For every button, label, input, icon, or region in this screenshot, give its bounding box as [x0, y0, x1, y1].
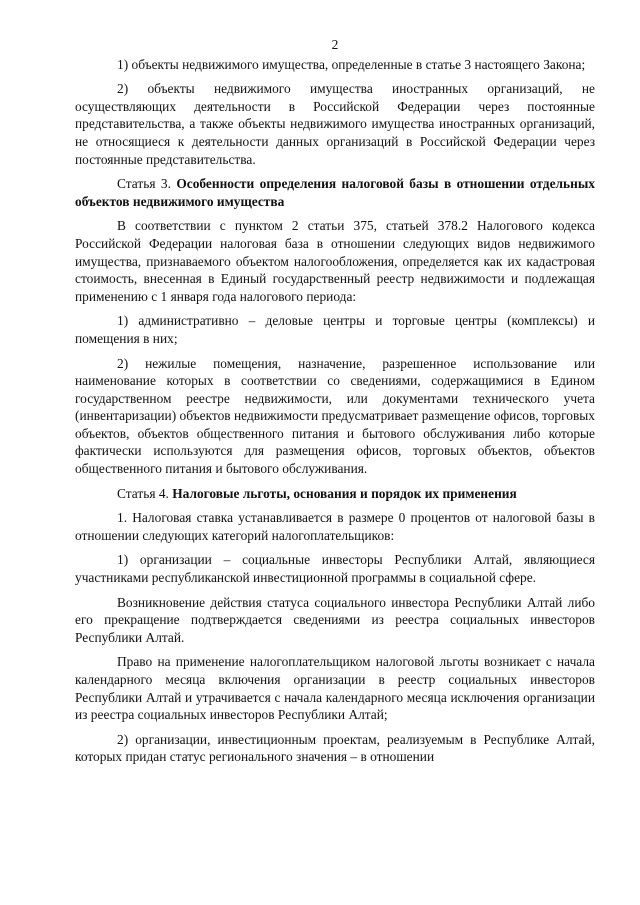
- article-4-title: Налоговые льготы, основания и порядок их применения: [172, 485, 517, 501]
- paragraph: 1) административно – деловые центры и торговые центры (комплексы) и помещения в них;: [75, 313, 595, 346]
- article-3-prefix: Статья 3.: [117, 176, 177, 192]
- paragraph: Возникновение действия статуса социального инвестора Республики Алтай либо его прекращение подтверждается сведениями из реестра социальных инвесторов Республики Алтай.: [75, 594, 595, 645]
- paragraph: 1. Налоговая ставка устанавливается в размере 0 процентов от налоговой базы в отношении следующих категорий налогоплательщиков:: [75, 510, 595, 543]
- paragraph: 2) организации, инвестиционным проектам, реализуемым в Республике Алтай, которых придан статус регионального значения – в отношении: [75, 731, 595, 765]
- paragraph: 2) нежилые помещения, назначение, разрешенное использование или наименование которых в соответствии со сведениями, содержащимися в Едином государственном реестре недвижимости, или документами технического учета (инвентаризации) объектов недвижимости предусматривает размещение офисов, торговых объектов, объектов общественного питания и бытового обслуживания либо которые фактически используются для размещения офисов, торговых объектов, объектов общественного питания и бытового обслуживания.: [75, 355, 595, 477]
- page-number: 2: [331, 37, 339, 52]
- paragraph: В соответствии с пунктом 2 статьи 375, статьей 378.2 Налогового кодекса Российской Федерации налоговая база в отношении следующих видов недвижимого имущества, признаваемого объектом налогообложения, определяется как их кадастровая стоимость, внесенная в Единый государственный реестр недвижимости и подлежащая применению с 1 января года налогового периода:: [75, 218, 595, 304]
- article-4-heading: [75, 485, 595, 503]
- article-3-heading: [75, 175, 595, 210]
- paragraph: 2) объекты недвижимого имущества иностранных организаций, не осуществляющих деятельности в Российской Федерации через постоянные представительства, а также объекты недвижимого имущества иностранных организаций, не относящиеся к деятельности данных организаций в Российской Федерации через постоянные представительства.: [75, 81, 595, 167]
- paragraph: 1) организации – социальные инвесторы Республики Алтай, являющиеся участниками республиканской инвестиционной программы в социальной сфере.: [75, 552, 595, 586]
- paragraph: Право на применение налогоплательщиком налоговой льготы возникает с начала календарного месяца включения организации в реестр социальных инвесторов Республики Алтай и утрачивается с начала календарного месяца исключения организации из реестра социальных инвесторов Республики Алтай;: [75, 654, 595, 723]
- article-4-prefix: Статья 4.: [117, 485, 173, 501]
- paragraph: 1) объекты недвижимого имущества, определенные в статье 3 настоящего Закона;: [117, 56, 586, 72]
- article-3-title: Особенности определения налоговой базы в отношении отдельных объектов недвижимого имущества: [75, 176, 595, 209]
